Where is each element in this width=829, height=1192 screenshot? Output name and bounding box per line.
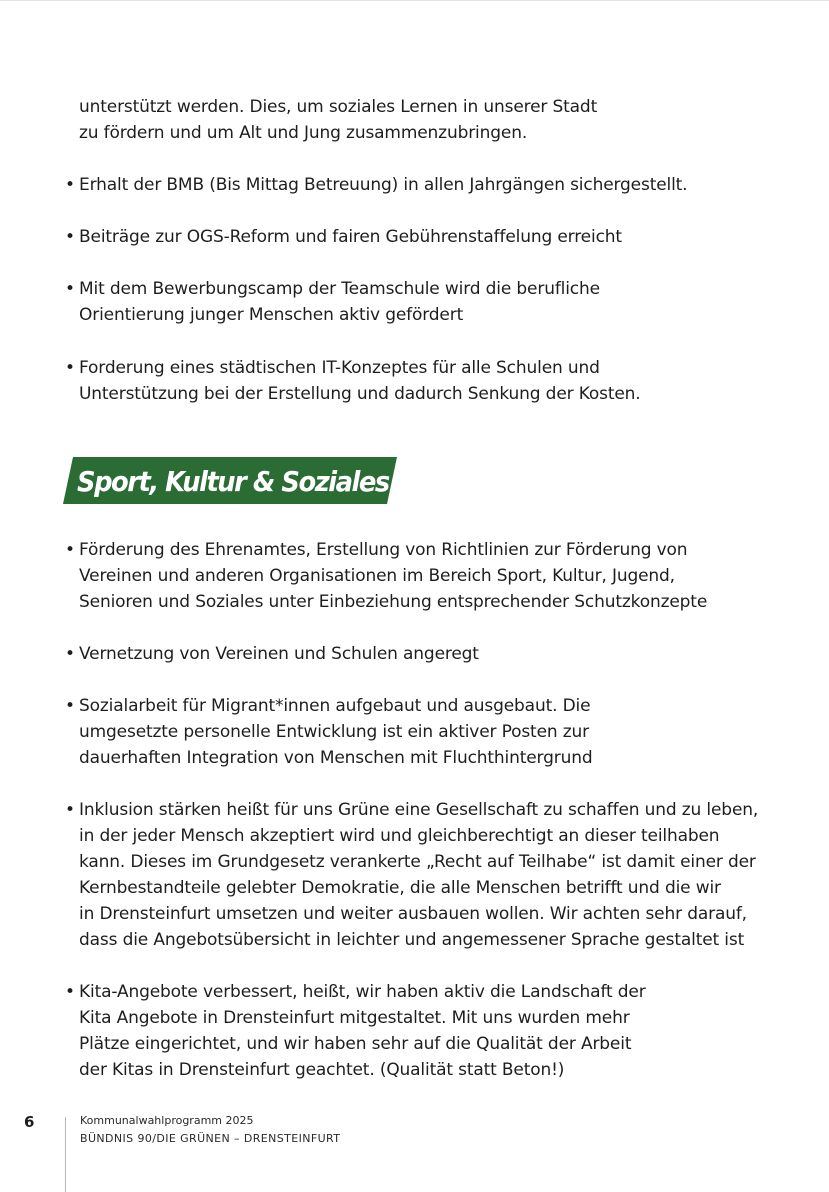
list-item-text: Sozialarbeit für Migrant*innen aufgebaut und ausgebaut. Die: [79, 696, 591, 716]
list-item-text: dauerhaften Integration von Menschen mit Fluchthintergrund: [79, 748, 593, 768]
list-item-text: in der jeder Mensch akzeptiert wird und gleichberechtigt an dieser teilhaben: [79, 826, 720, 846]
list-item-text: Vernetzung von Vereinen und Schulen angeregt: [79, 644, 479, 664]
list-item: [0, 797, 760, 953]
footer-divider: [65, 1117, 66, 1192]
list-item-text: Unterstützung bei der Erstellung und dadurch Senkung der Kosten.: [79, 384, 641, 404]
bullet-icon: •: [65, 175, 75, 195]
list-item-text: in Drensteinfurt umsetzen und weiter ausbauen wollen. Wir achten sehr darauf,: [79, 904, 747, 924]
list-item-text: Kernbestandteile gelebter Demokratie, die alle Menschen betrifft und die wir: [79, 878, 721, 898]
continuation-line: unterstützt werden. Dies, um soziales Lernen in unserer Stadt: [79, 97, 598, 117]
list-item-text: Erhalt der BMB (Bis Mittag Betreuung) in allen Jahrgängen sichergestellt.: [79, 175, 688, 195]
bullet-icon: •: [65, 540, 75, 560]
list-item-text: Senioren und Soziales unter Einbeziehung entsprechender Schutzkonzepte: [79, 592, 708, 612]
section-title: Sport, Kultur & Soziales: [77, 465, 389, 498]
continuation-line: zu fördern und um Alt und Jung zusammenzubringen.: [79, 123, 528, 143]
footer-program-title: Kommunalwahlprogramm 2025: [80, 1114, 254, 1127]
list-item-text: Kita Angebote in Drensteinfurt mitgestaltet. Mit uns wurden mehr: [79, 1008, 630, 1028]
page-number: 6: [24, 1113, 35, 1131]
bullet-icon: •: [65, 279, 75, 299]
page-top-rule: [0, 0, 829, 1]
list-item-text: umgesetzte personelle Entwicklung ist ein aktiver Posten zur: [79, 722, 589, 742]
list-item-text: dass die Angebotsübersicht in leichter und angemessener Sprache gestaltet ist: [79, 930, 745, 950]
list-item-text: Förderung des Ehrenamtes, Erstellung von Richtlinien zur Förderung von: [79, 540, 688, 560]
list-item-text: Plätze eingerichtet, und wir haben sehr auf die Qualität der Arbeit: [79, 1034, 632, 1054]
list-item-text: Beiträge zur OGS-Reform und fairen Gebührenstaffelung erreicht: [79, 227, 622, 247]
list-item: [0, 355, 760, 407]
bullet-icon: •: [65, 358, 75, 378]
list-item: [0, 172, 760, 198]
bullet-icon: •: [65, 227, 75, 247]
list-item: [0, 276, 760, 328]
bullet-icon: •: [65, 644, 75, 664]
list-item-text: der Kitas in Drensteinfurt geachtet. (Qualität statt Beton!): [79, 1060, 565, 1080]
list-item-text: kann. Dieses im Grundgesetz verankerte „Recht auf Teilhabe“ ist damit einer der: [79, 852, 756, 872]
bullet-icon: •: [65, 800, 75, 820]
list-item-text: Vereinen und anderen Organisationen im Bereich Sport, Kultur, Jugend,: [79, 566, 675, 586]
bullet-icon: •: [65, 982, 75, 1002]
list-item: [0, 979, 760, 1083]
continuation-paragraph: [0, 94, 760, 146]
list-item: [0, 537, 760, 615]
list-item-text: Forderung eines städtischen IT-Konzeptes für alle Schulen und: [79, 358, 600, 378]
list-item-text: Kita-Angebote verbessert, heißt, wir haben aktiv die Landschaft der: [79, 982, 646, 1002]
list-item: [0, 641, 760, 667]
list-item-text: Inklusion stärken heißt für uns Grüne eine Gesellschaft zu schaffen und zu leben,: [79, 800, 759, 820]
footer-party-name: BÜNDNIS 90/DIE GRÜNEN – DRENSTEINFURT: [80, 1132, 341, 1145]
list-item: [0, 693, 760, 771]
list-item-text: Mit dem Bewerbungscamp der Teamschule wird die berufliche: [79, 279, 600, 299]
bullet-icon: •: [65, 696, 75, 716]
list-item-text: Orientierung junger Menschen aktiv gefördert: [79, 305, 464, 325]
list-item: [0, 224, 760, 250]
